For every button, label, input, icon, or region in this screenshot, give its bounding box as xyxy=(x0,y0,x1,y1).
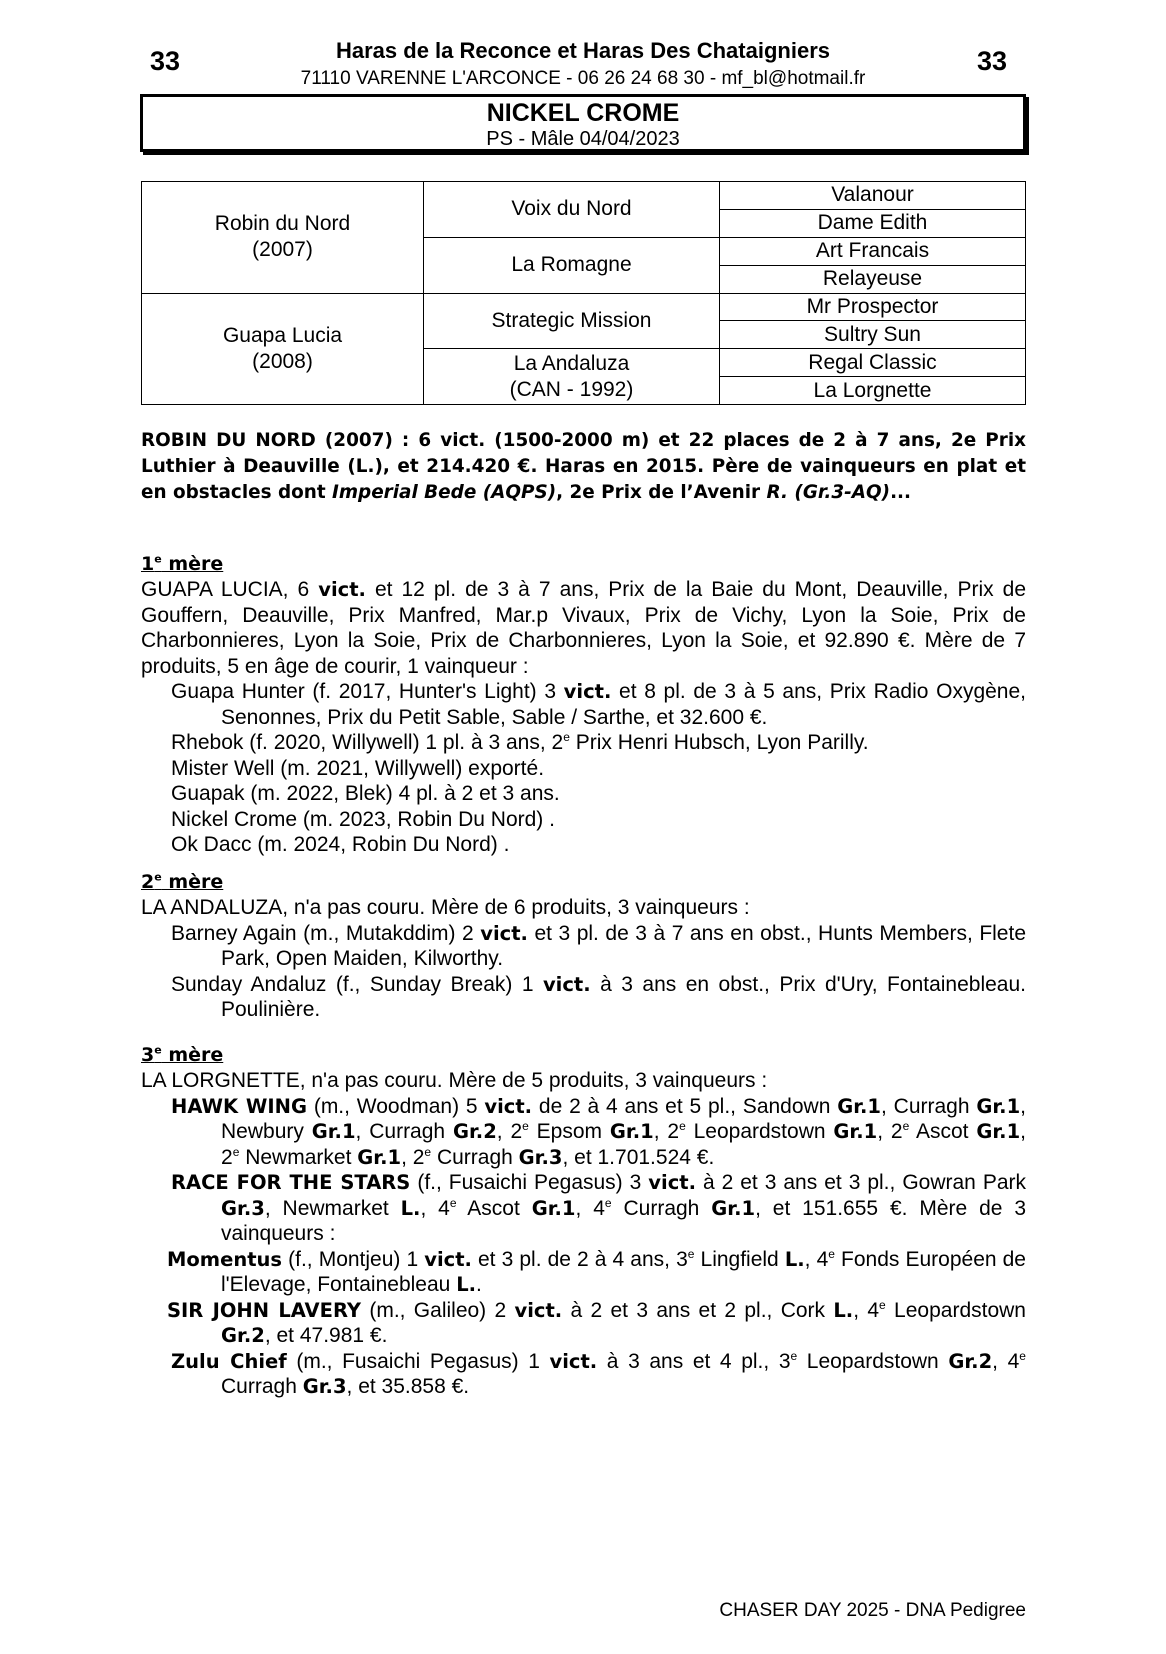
pedigree-sire-dam: La Romagne xyxy=(424,237,720,293)
dam-dam-name: La Andaluza xyxy=(513,351,630,375)
sire-text: ROBIN DU NORD (2007) : 6 vict. (1500-2000 m) et 22 places de 2 à 7 ans, 2e Prix Luthier à Deauville (L.), et 214.420 €. Haras en 2015. Père de vainqueurs en plat et en obstacles dont xyxy=(141,430,1026,503)
horse-name-box xyxy=(140,94,1026,152)
first-dam-lead: GUAPA LUCIA, 6 vict. et 12 pl. de 3 à 7 ans, Prix de la Baie du Mont, Deauville, Prix de Gouffern, Deauville, Prix Manfred, Mar.p Vivaux, Prix de Vichy, Lyon la Soie, Prix de Charbonnieres, Lyon la Soie, Prix de Charbonnieres, Lyon la Soie, et 92.890 €. Mère de 7 produits, 5 en âge de courir, 1 vainqueur : xyxy=(141,578,1027,678)
horse-details: PS - Mâle 04/04/2023 xyxy=(486,128,680,150)
pedigree-sire xyxy=(142,182,424,294)
sire-text-ending: ... xyxy=(890,482,912,503)
dam-dam-origin: (CAN - 1992) xyxy=(509,377,634,401)
second-dam-title: 2e mère xyxy=(141,870,224,893)
dam-year: (2008) xyxy=(252,349,313,373)
list-item: SIR JOHN LAVERY (m., Galileo) 2 vict. à 2 et 3 ans et 2 pl., Cork L., 4e Leopardstown Gr.2, et 47.981 €. xyxy=(167,1297,1026,1347)
list-item: Nickel Crome (m. 2023, Robin Du Nord) . xyxy=(171,807,555,831)
pedigree-ggp: Sultry Sun xyxy=(720,321,1026,349)
page-footer: CHASER DAY 2025 - DNA Pedigree xyxy=(719,1600,1026,1621)
second-dam-lead: LA ANDALUZA, n'a pas couru. Mère de 6 produits, 3 vainqueurs : xyxy=(141,896,750,919)
list-item: Guapak (m. 2022, Blek) 4 pl. à 2 et 3 ans. xyxy=(171,782,560,805)
third-dam-lead: LA LORGNETTE, n'a pas couru. Mère de 5 produits, 3 vainqueurs : xyxy=(141,1069,768,1092)
list-item: Guapa Hunter (f. 2017, Hunter's Light) 3 vict. et 8 pl. de 3 à 5 ans, Prix Radio Oxygène, Senonnes, Prix du Petit Sable, Sable / Sarthe, et 32.600 €. xyxy=(171,680,1027,729)
first-dam-title: 1e mère xyxy=(141,552,224,575)
list-item: Sunday Andaluz (f., Sunday Break) 1 vict. à 3 ans en obst., Prix d'Ury, Fontainebleau. Poulinière. xyxy=(171,972,1026,1021)
sire-text-tail: R. (Gr.3-AQ) xyxy=(766,482,891,503)
pedigree-ggp: La Lorgnette xyxy=(720,377,1026,405)
pedigree-table xyxy=(141,181,1026,405)
pedigree-ggp: Regal Classic xyxy=(720,349,1026,377)
list-item: Mister Well (m. 2021, Willywell) exporté. xyxy=(171,756,545,780)
list-item: HAWK WING (m., Woodman) 5 vict. de 2 à 4 ans et 5 pl., Sandown Gr.1, Curragh Gr.1, Newbury Gr.1, Curragh Gr.2, 2e Epsom Gr.1, 2e Leopardstown Gr.1, 2e Ascot Gr.1, 2e Newmarket Gr.1, 2e Curragh Gr.3, et 1.701.524 €. xyxy=(171,1094,1027,1169)
lot-number-left: 33 xyxy=(150,46,181,76)
sire-notable-offspring: Imperial Bede (AQPS) xyxy=(332,482,557,503)
pedigree-ggp: Mr Prospector xyxy=(720,293,1026,321)
list-item: RACE FOR THE STARS (f., Fusaichi Pegasus) 3 vict. à 2 et 3 ans et 3 pl., Gowran Park Gr.3, Newmarket L., 4e Ascot Gr.1, 4e Curragh Gr.1, et 151.655 €. Mère de 3 vainqueurs : xyxy=(171,1171,1027,1245)
second-dam-section xyxy=(141,870,1026,1023)
sire-year: (2007) xyxy=(252,238,313,262)
pedigree-dam-sire: Strategic Mission xyxy=(424,293,720,349)
list-item: Zulu Chief (m., Fusaichi Pegasus) 1 vict. à 3 ans et 4 pl., 3e Leopardstown Gr.2, 4e Curragh Gr.3, et 35.858 €. xyxy=(171,1348,1026,1398)
list-item: Ok Dacc (m. 2024, Robin Du Nord) . xyxy=(171,833,510,856)
third-dam-section xyxy=(141,1043,1026,1400)
pedigree-ggp: Valanour xyxy=(720,182,1026,210)
list-item: Barney Again (m., Mutakddim) 2 vict. et 3 pl. de 3 à 7 ans en obst., Hunts Members, Flete Park, Open Maiden, Kilworthy. xyxy=(171,921,1026,970)
dam-name: Guapa Lucia xyxy=(222,323,343,347)
pedigree-dam xyxy=(142,293,424,405)
pedigree-ggp: Art Francais xyxy=(720,237,1026,265)
sire-description xyxy=(141,428,1026,506)
lot-number-right: 33 xyxy=(977,46,1008,76)
third-dam-title: 3e mère xyxy=(141,1043,224,1066)
haras-name: Haras de la Reconce et Haras Des Chataigniers xyxy=(335,38,830,63)
sire-name: Robin du Nord xyxy=(214,212,351,236)
list-item: Rhebok (f. 2020, Willywell) 1 pl. à 3 ans, 2e Prix Henri Hubsch, Lyon Parilly. xyxy=(171,730,869,754)
sire-text-after: , 2e Prix de l’Avenir xyxy=(556,482,767,503)
pedigree-ggp: Relayeuse xyxy=(720,265,1026,293)
pedigree-sire-sire: Voix du Nord xyxy=(424,182,720,238)
pedigree-ggp: Dame Edith xyxy=(720,209,1026,237)
haras-address: 71110 VARENNE L'ARCONCE - 06 26 24 68 30 - mf_bl@hotmail.fr xyxy=(300,68,866,89)
sire-paragraph xyxy=(141,428,1026,506)
first-dam-section xyxy=(141,552,1026,858)
pedigree-dam-dam xyxy=(424,349,720,405)
list-item: Momentus (f., Montjeu) 1 vict. et 3 pl. de 2 à 4 ans, 3e Lingfield L., 4e Fonds Européen de l'Elevage, Fontainebleau L.. xyxy=(167,1246,1026,1296)
horse-name: NICKEL CROME xyxy=(486,99,680,127)
